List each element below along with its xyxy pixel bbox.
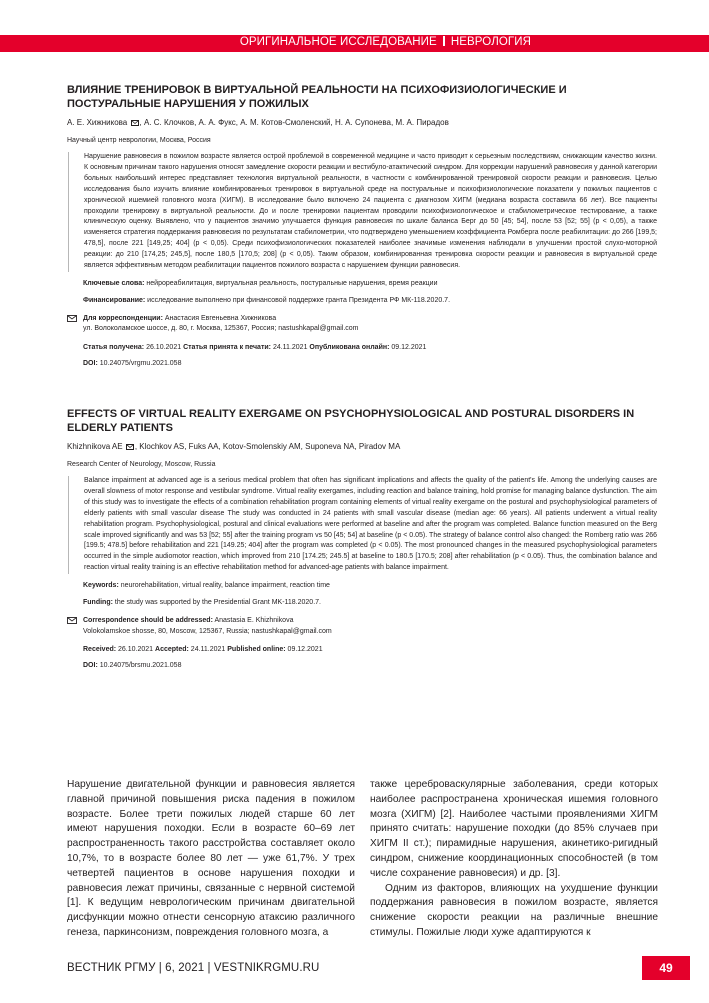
- body-column-left: [67, 778, 355, 941]
- ru-correspondence: [67, 314, 657, 335]
- ru-funding: [67, 296, 657, 306]
- en-funding-label: Funding:: [83, 599, 113, 607]
- en-correspondence: [67, 616, 657, 637]
- page-number: 49: [642, 956, 690, 980]
- ru-doi-value: 10.24075/vrgmu.2021.058: [97, 359, 182, 367]
- ru-accepted-label: Статья принята к печати:: [183, 343, 271, 351]
- ru-published: 09.12.2021: [389, 343, 427, 351]
- en-published: 09.12.2021: [285, 646, 323, 654]
- envelope-icon: [67, 315, 77, 322]
- ru-abstract: Нарушение равновесия в пожилом возрасте является острой проблемой в современной медицине и часто приводит к серьезным последствиям, снижающим качество жизни. К основным причинам такого нарушения относят замедление скорости реакции и вестибуло-атактический синдром. Для коррекции нарушений равновесия у данной категории больных наибольший интерес представляет технология виртуальной реальности, в частности с комбинированной тренировкой скорости реакции и равновесия. Целью исследования было изучить влияние комбинированных тренировок в виртуальной среде на постуральные и психофизиологические показатели у пожилых пациентов с хронической ишемией головного мозга (ХИГМ). В исследование было включено 24 пациента с диагнозом ХИГМ (медиана возраста составила 66 лет). Все пациенты проходили тренировку в виртуальной реальности. До и после тренировки пациентам проводили психофизиологическое и стабилометрическое тестирование, а также клиническую оценку. Выявлено, что у пациентов значимо улучшается функция равновесия по шкале баланса Берг до 50 [45; 54], после 53 [52; 55] (p < 0,05), а также изменяется стратегия поддержания равновесия по результатам стабилометрии, что подтверждено уменьшением коэффициента Ромберга после реабилитации: до 266 [199,5; 478,5], после 221 [149,25; 404] (p < 0,05). Среди психофизиологических показателей наиболее значимые изменения наблюдали в улучшении простой слухо-моторной реакции: до 210 [174,25; 245,5], после 180,5 [170,5; 208] (p < 0,05). Таким образом, комбинированная тренировка скорости реакции и равновесия в виртуальной среде является эффективным методом реабилитации пациентов пожилого возраста с нарушением функции равновесия.: [68, 152, 657, 272]
- en-corr-name: Anastasia E. Khizhnikova: [212, 617, 294, 625]
- en-accepted-label: Accepted:: [155, 646, 189, 654]
- body-paragraph: Нарушение двигательной функции и равновесия является главной причиной повышения риска падения в пожилом возрасте. Более трети пожилых людей старше 60 лет имеют нарушения походки. Если в возрасте 60–69 лет распространенность такого расстройства составляет около 10,7%, то в возрасте более 80 лет — уже 61,7%. У трех четвертей пациентов в основе нарушения походки и равновесия лежат причины, связанные с нервной системой [1]. К ведущим неврологическим причинам двигательной дисфункции можно отнести сенсорную атаксию различного генеза, паркинсонизм, повреждения головного мозга, а: [67, 779, 355, 938]
- en-doi-value: 10.24075/brsmu.2021.058: [97, 662, 182, 670]
- ru-funding-text: исследование выполнено при финансовой поддержке гранта Президента РФ МК-118.2020.7.: [145, 296, 451, 304]
- en-received: 26.10.2021: [116, 646, 156, 654]
- ru-keywords-text: нейрореабилитация, виртуальная реальность, постуральные нарушения, время реакции: [144, 279, 438, 287]
- ru-published-label: Опубликована онлайн:: [309, 343, 390, 351]
- corresponding-author-icon: [126, 444, 134, 450]
- en-authors-rest: , Klochkov AS, Fuks AA, Kotov-Smolenskiy AM, Suponeva NA, Piradov MA: [134, 442, 401, 451]
- en-author-first: Khizhnikova AE: [67, 442, 123, 451]
- ru-accepted: 24.11.2021: [271, 343, 310, 351]
- en-title: EFFECTS OF VIRTUAL REALITY EXERGAME ON PSYCHOPHYSIOLOGICAL AND POSTURAL DISORDERS IN ELDERLY PATIENTS: [67, 408, 635, 434]
- ru-dates: [67, 343, 657, 353]
- banner-divider: [443, 36, 445, 46]
- section-label: ОРИГИНАЛЬНОЕ ИССЛЕДОВАНИЕ: [239, 36, 437, 48]
- ru-title: ВЛИЯНИЕ ТРЕНИРОВОК В ВИРТУАЛЬНОЙ РЕАЛЬНОСТИ НА ПСИХОФИЗИОЛОГИЧЕСКИЕ И ПОСТУРАЛЬНЫЕ НАРУШЕНИЯ У ПОЖИЛЫХ: [67, 84, 567, 110]
- ru-doi: [67, 359, 657, 369]
- en-funding-text: the study was supported by the Presidential Grant MK-118.2020.7.: [112, 599, 321, 607]
- en-doi-label: DOI:: [83, 662, 98, 670]
- section-banner: [0, 35, 709, 52]
- journal-footer: ВЕСТНИК РГМУ | 6, 2021 | VESTNIKRGMU.RU: [67, 962, 320, 974]
- ru-authors: [67, 117, 657, 128]
- category-label: НЕВРОЛОГИЯ: [450, 36, 531, 48]
- ru-corr-name: Анастасия Евгеньевна Хижникова: [162, 314, 277, 322]
- ru-received: 26.10.2021: [144, 343, 184, 351]
- ru-authors-rest: , А. С. Клочков, А. А. Фукс, А. М. Котов-Смоленский, Н. А. Супонева, М. А. Пирадов: [139, 118, 449, 127]
- envelope-icon: [67, 617, 77, 624]
- ru-article-header: [67, 83, 657, 369]
- ru-received-label: Статья получена:: [83, 343, 145, 351]
- ru-doi-label: DOI:: [83, 359, 98, 367]
- corresponding-author-icon: [131, 120, 139, 126]
- en-corr-address: Volokolamskoe shosse, 80, Moscow, 125367, Russia; nastushkapal@gmail.com: [83, 627, 332, 635]
- ru-keywords-label: Ключевые слова:: [83, 279, 145, 287]
- banner-text: [240, 36, 531, 48]
- ru-corr-label: Для корреспонденции:: [83, 314, 163, 322]
- ru-funding-label: Финансирование:: [83, 296, 146, 304]
- ru-affiliation: Научный центр неврологии, Москва, Россия: [67, 137, 211, 144]
- en-doi: [67, 661, 657, 671]
- en-accepted: 24.11.2021: [188, 646, 228, 654]
- ru-keywords: [67, 279, 657, 289]
- ru-author-first: А. Е. Хижникова: [67, 118, 128, 127]
- ru-corr-address: ул. Волоколамское шоссе, д. 80, г. Москва, 125367, Россия; nastushkapal@gmail.com: [83, 325, 359, 333]
- en-received-label: Received:: [83, 646, 117, 654]
- en-keywords-label: Keywords:: [83, 582, 119, 590]
- body-column-right: [370, 778, 658, 941]
- en-article-header: [67, 407, 657, 671]
- en-published-label: Published online:: [227, 646, 286, 654]
- body-paragraph: Одним из факторов, влияющих на ухудшение функции поддержания равновесия в пожилом возрасте, является снижение скорости реакции на различные внешние стимулы. Пожилые люди хуже адаптируются к: [370, 882, 658, 938]
- en-keywords-text: neurorehabilitation, virtual reality, balance impairment, reaction time: [118, 582, 330, 590]
- en-keywords: [67, 581, 657, 591]
- body-paragraph: также цереброваскулярные заболевания, среди которых наиболее распространена хроническая ишемия головного мозга (ХИГМ) [2]. Наиболее частыми проявлениями ХИГМ принято считать: нарушение походки (до 85% случаев при ХИГМ II ст.); пирамидные нарушения, акинетико-ригидный синдром, снижение координационных способностей (в том числе сохранение равновесия) и др. [3].: [370, 779, 658, 879]
- en-dates: [67, 645, 657, 655]
- en-abstract: Balance impairment at advanced age is a serious medical problem that often has significant implications and affects the quality of the patient's life. Among the underlying causes are overall slowness of motor response and vestibular syndrome. Virtual reality exergames, including reaction and balance training, hold promise for managing balance dysfunction. The aim of this study was to investigate the effects of a combination rehabilitation program containing elements of virtual reality exergame on the postural and psychophysiological parameters of elderly patients with small vascular disease The study was conducted in 24 patients with small vascular disease (median age: 66 years). All patients underwent a virtual reality rehabilitation program. Psychophysiological, postural and clinical evaluations were performed at baseline and after the program was completed. Balance function measured on the Berg scale improved significantly and was 53 [52; 55] after the training program vs 50 [45; 54] at baseline (p < 0.05). The strategy of balance control also changed: the Romberg ratio was 266 [199.5; 478.5] before rehabilitation and 221 [149.25; 404] after the program was completed (p < 0.05). The most pronounced changes in the measured psychophysiological parameters occurred in the simple audiomotor reaction, which improved from 210 [174.25; 245.5] at baseline to 180.5 [170.5; 208] after rehabilitation (p < 0.05). Thus, the combination balance and reaction virtual reality training is an effective rehabilitation method for advanced-age patients with balance impairment.: [68, 476, 657, 574]
- en-affiliation: Research Center of Neurology, Moscow, Russia: [67, 461, 216, 468]
- en-authors: [67, 441, 657, 452]
- en-corr-label: Correspondence should be addressed:: [83, 617, 213, 625]
- en-funding: [67, 598, 657, 608]
